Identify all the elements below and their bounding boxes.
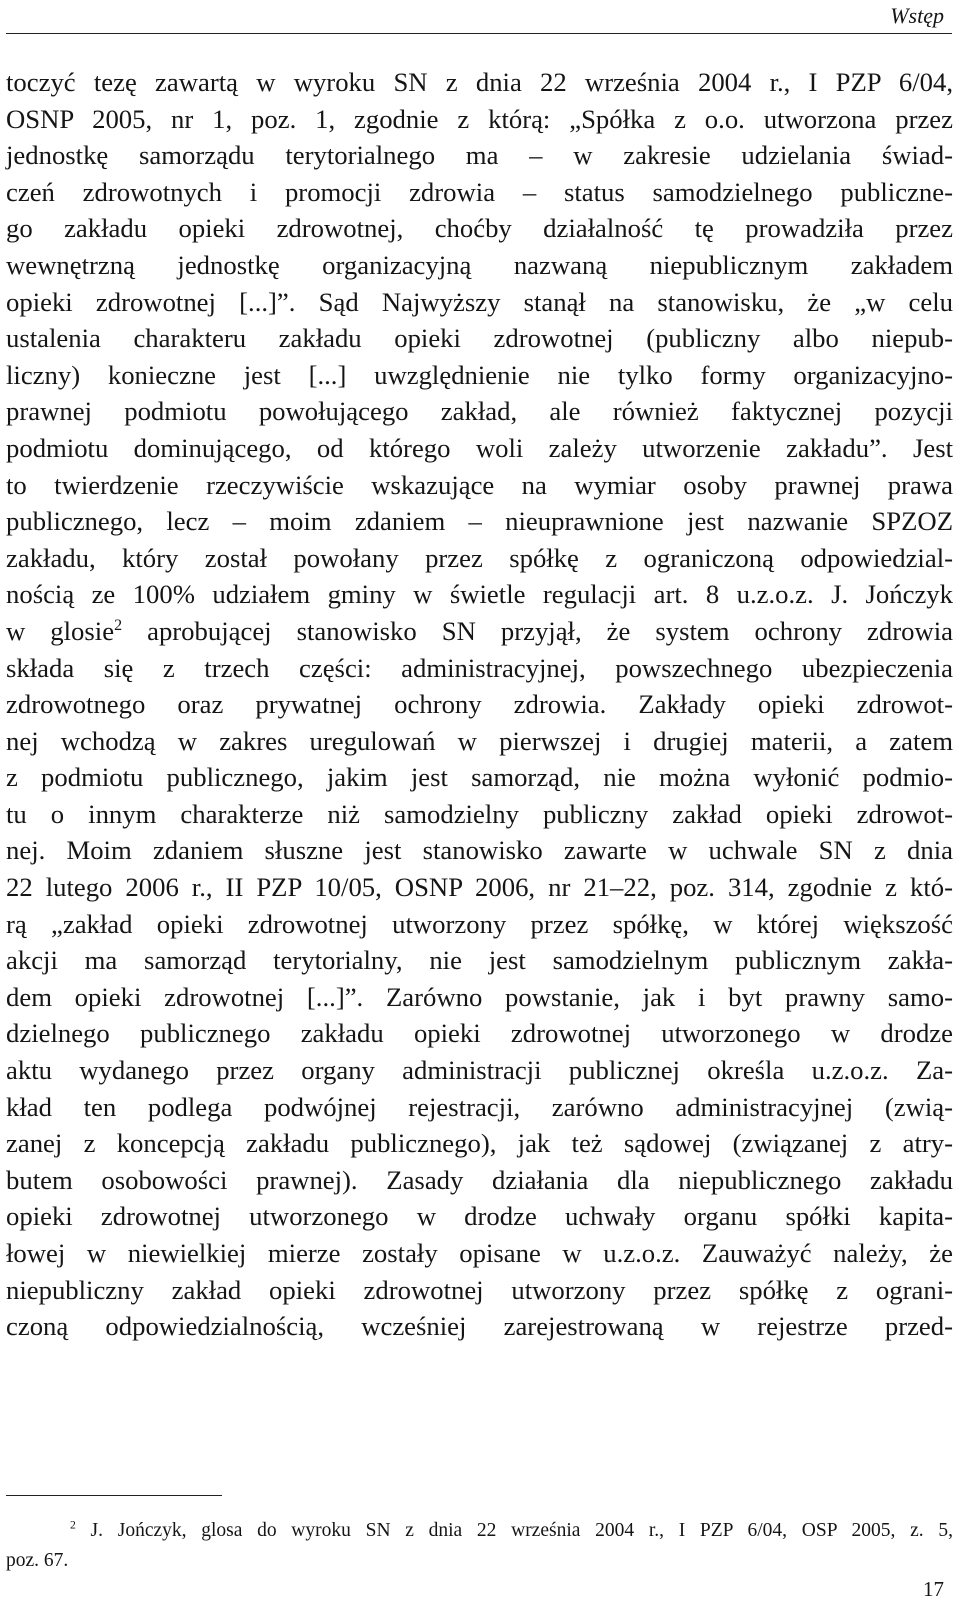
text-line: rą „zakład opieki zdrowotnej utworzony przez spółkę, w której większość (6, 908, 953, 939)
text-line: dzielnego publicznego zakładu opieki zdrowotnej utworzonego w drodze (6, 1018, 953, 1049)
text-line: go zakładu opieki zdrowotnej, choćby działalność tę prowadziła przez (6, 213, 953, 244)
text-line: składa się z trzech części: administracyjnej, powszechnego ubezpieczenia (6, 652, 953, 683)
text-line: toczyć tezę zawartą w wyroku SN z dnia 22 września 2004 r., I PZP 6/04, (6, 67, 953, 97)
text-line: aktu wydanego przez organy administracji publicznej określa u.z.o.z. Za- (6, 1055, 953, 1086)
text-line: nością ze 100% udziałem gminy w świetle regulacji art. 8 u.z.o.z. J. Jończyk (6, 579, 953, 610)
body-text (6, 64, 953, 1345)
footnote (6, 1516, 953, 1576)
text-line: tu o innym charakterze niż samodzielny publiczny zakład opieki zdrowot- (6, 798, 953, 829)
text-line: 22 lutego 2006 r., II PZP 10/05, OSNP 2006, nr 21–22, poz. 314, zgodnie z któ- (6, 872, 953, 903)
footnote-reference: 2 (114, 617, 123, 635)
text-line: zdrowotnego oraz prywatnej ochrony zdrowia. Zakłady opieki zdrowot- (6, 689, 953, 720)
text-line: czoną odpowiedzialnością, wcześniej zarejestrowaną w rejestrze przed- (6, 1311, 953, 1342)
footnote-text: J. Jończyk, glosa do wyroku SN z dnia 22 września 2004 r., I PZP 6/04, OSP 2005, z. 5, (75, 1520, 953, 1541)
header-rule (6, 33, 952, 34)
text-line: akcji ma samorząd terytorialny, nie jest samodzielnym publicznym zakła- (6, 945, 953, 976)
text-line: podmiotu dominującego, od którego woli zależy utworzenie zakładu”. Jest (6, 432, 953, 463)
text-segment: w glosie (6, 615, 115, 646)
text-line: OSNP 2005, nr 1, poz. 1, zgodnie z którą: „Spółka z o.o. utworzona przez (6, 103, 953, 134)
footnote-rule (6, 1495, 222, 1496)
text-line: to twierdzenie rzeczywiście wskazujące na wymiar osoby prawnej prawa (6, 469, 953, 500)
text-line: z podmiotu publicznego, jakim jest samorząd, nie można wyłonić podmio- (6, 762, 953, 793)
text-line: butem osobowości prawnej). Zasady działania dla niepublicznego zakładu (6, 1164, 953, 1195)
text-line: prawnej podmiotu powołującego zakład, ale również faktycznej pozycji (6, 396, 953, 427)
page-header (0, 0, 960, 40)
text-segment: aprobującej stanowisko SN przyjął, że system ochrony zdrowia (122, 615, 953, 646)
text-line: opieki zdrowotnej utworzonego w drodze uchwały organu spółki kapita- (6, 1201, 953, 1232)
footnote-line: poz. 67. (6, 1550, 69, 1571)
text-line: czeń zdrowotnych i promocji zdrowia – status samodzielnego publiczne- (6, 176, 953, 207)
text-line: ustalenia charakteru zakładu opieki zdrowotnej (publiczny albo niepub- (6, 323, 953, 354)
text-line: opieki zdrowotnej [...]”. Sąd Najwyższy stanął na stanowisku, że „w celu (6, 286, 953, 317)
text-line-with-footnote-ref (6, 613, 953, 650)
text-line: kład ten podlega podwójnej rejestracji, zarówno administracyjnej (zwią- (6, 1091, 953, 1122)
text-line: zakładu, który został powołany przez spółkę z ograniczoną odpowiedzial- (6, 542, 953, 573)
text-line: zanej z koncepcją zakładu publicznego), jak też sądowej (związanej z atry- (6, 1128, 953, 1159)
footnote-marker: 2 (70, 1518, 76, 1532)
text-line: jednostkę samorządu terytorialnego ma – w zakresie udzielania świad- (6, 140, 953, 171)
text-line: wewnętrzną jednostkę organizacyjną nazwaną niepublicznym zakładem (6, 249, 953, 280)
text-line: liczny) konieczne jest [...] uwzględnienie nie tylko formy organizacyjno- (6, 359, 953, 390)
text-line: nej. Moim zdaniem słuszne jest stanowisko zawarte w uchwale SN z dnia (6, 835, 953, 866)
page-number: 17 (923, 1577, 944, 1601)
text-line: dem opieki zdrowotnej [...]”. Zarówno powstanie, jak i byt prawny samo- (6, 981, 953, 1012)
running-head: Wstęp (890, 3, 944, 28)
text-line: niepubliczny zakład opieki zdrowotnej utworzony przez spółkę z ograni- (6, 1274, 953, 1305)
text-line: publicznego, lecz – moim zdaniem – nieuprawnione jest nazwanie SPZOZ (6, 506, 953, 537)
text-line: nej wchodzą w zakres uregulowań w pierwszej i drugiej materii, a zatem (6, 725, 953, 756)
footnote-line (6, 1516, 953, 1546)
text-line: łowej w niewielkiej mierze zostały opisane w u.z.o.z. Zauważyć należy, że (6, 1238, 953, 1268)
